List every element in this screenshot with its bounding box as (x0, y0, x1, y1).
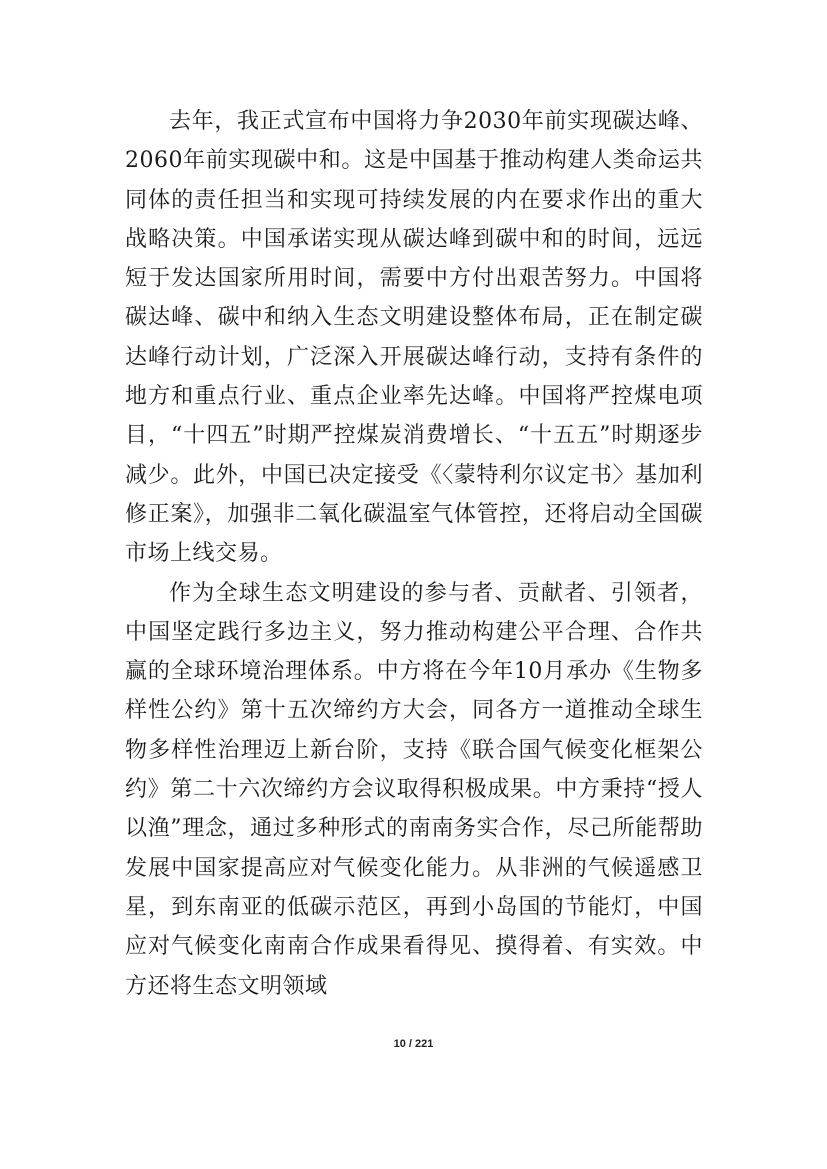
document-body (125, 102, 703, 1006)
page-number: 10 / 221 (393, 1038, 434, 1050)
paragraph-global-governance: 作为全球生态文明建设的参与者、贡献者、引领者，中国坚定践行多边主义，努力推动构建公平合理、合作共赢的全球环境治理体系。中方将在今年10月承办《生物多样性公约》第十五次缔约方大会，同各方一道推动全球生物多样性治理迈上新台阶，支持《联合国气候变化框架公约》第二十六次缔约方会议取得积极成果。中方秉持“授人以渔”理念，通过多种形式的南南务实合作，尽己所能帮助发展中国家提高应对气候变化能力。从非洲的气候遥感卫星，到东南亚的低碳示范区，再到小岛国的节能灯，中国应对气候变化南南合作成果看得见、摸得着、有实效。中方还将生态文明领域 (125, 580, 703, 999)
paragraph-carbon-peak: 去年，我正式宣布中国将力争2030年前实现碳达峰、2060年前实现碳中和。这是中国基于推动构建人类命运共同体的责任担当和实现可持续发展的内在要求作出的重大战略决策。中国承诺实现从碳达峰到碳中和的时间，远远短于发达国家所用时间，需要中方付出艰苦努力。中国将碳达峰、碳中和纳入生态文明建设整体布局，正在制定碳达峰行动计划，广泛深入开展碳达峰行动，支持有条件的地方和重点行业、重点企业率先达峰。中国将严控煤电项目，“十四五”时期严控煤炭消费增长、“十五五”时期逐步减少。此外，中国已决定接受《〈蒙特利尔议定书〉基加利修正案》，加强非二氧化碳温室气体管控，还将启动全国碳市场上线交易。 (125, 109, 703, 567)
